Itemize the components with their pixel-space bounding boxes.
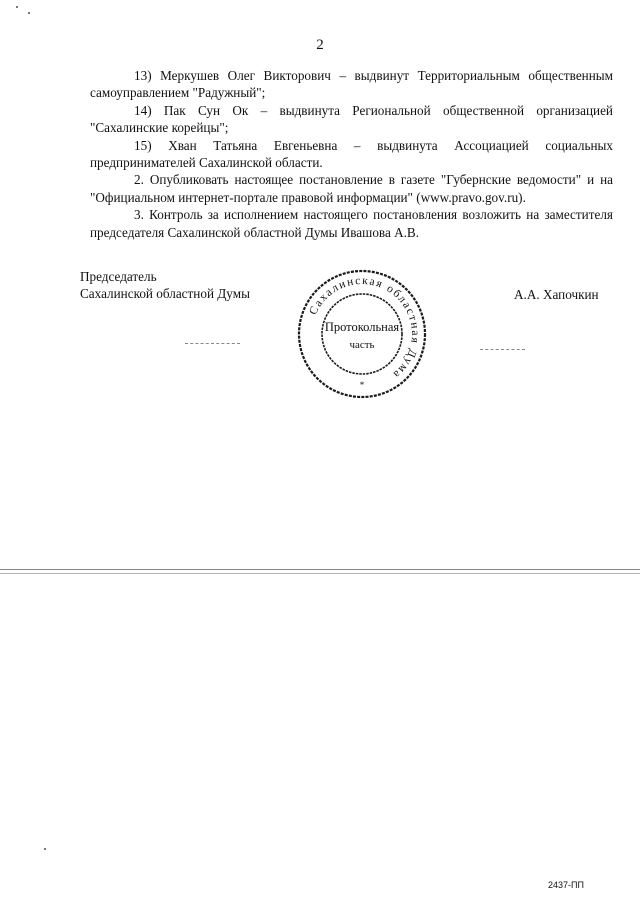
scan-fold-line-2	[0, 573, 640, 574]
paragraph-control: 3. Контроль за исполнением настоящего постановления возложить на заместителя председателя Сахалинской областной Думы Ивашова А.В.	[90, 207, 613, 240]
paragraph-item-13: 13) Меркушев Олег Викторович – выдвинут Территориальным общественным самоуправлением "Радужный";	[90, 68, 613, 101]
paragraph-item-15: 15) Хван Татьяна Евгеньевна – выдвинута Ассоциацией социальных предпринимателей Сахалинской области.	[90, 137, 613, 171]
official-seal	[296, 268, 428, 400]
scan-speck	[16, 6, 18, 8]
scan-speck	[28, 12, 30, 14]
signatory-position-line1: Председатель	[80, 269, 157, 284]
signatory-name: А.А. Хапочкин	[514, 287, 599, 302]
document-code: 2437-ПП	[548, 880, 584, 890]
seal-center-line2: часть	[349, 339, 375, 351]
scan-fold-line	[0, 569, 640, 570]
paragraph-item-14: 14) Пак Сун Ок – выдвинута Региональной общественной организацией "Сахалинские корейцы";	[90, 102, 613, 136]
signatory-position-line2: Сахалинской областной Думы	[80, 286, 250, 301]
scan-dash-2	[480, 349, 525, 351]
seal-star-icon: *	[359, 380, 365, 390]
signatory-position	[80, 268, 250, 302]
page-number: 2	[316, 37, 324, 53]
resolution-body	[90, 67, 613, 241]
scan-dash-1	[185, 343, 240, 345]
seal-center-line1: Протокольная	[324, 320, 400, 334]
scan-speck	[44, 848, 46, 850]
paragraph-publication: 2. Опубликовать настоящее постановление в газете "Губернские ведомости" и на "Официальном интернет-портале правовой информации" (www.pravo.gov.ru).	[90, 172, 613, 205]
seal-ring-text: Сахалинская областная Дума	[307, 274, 422, 382]
